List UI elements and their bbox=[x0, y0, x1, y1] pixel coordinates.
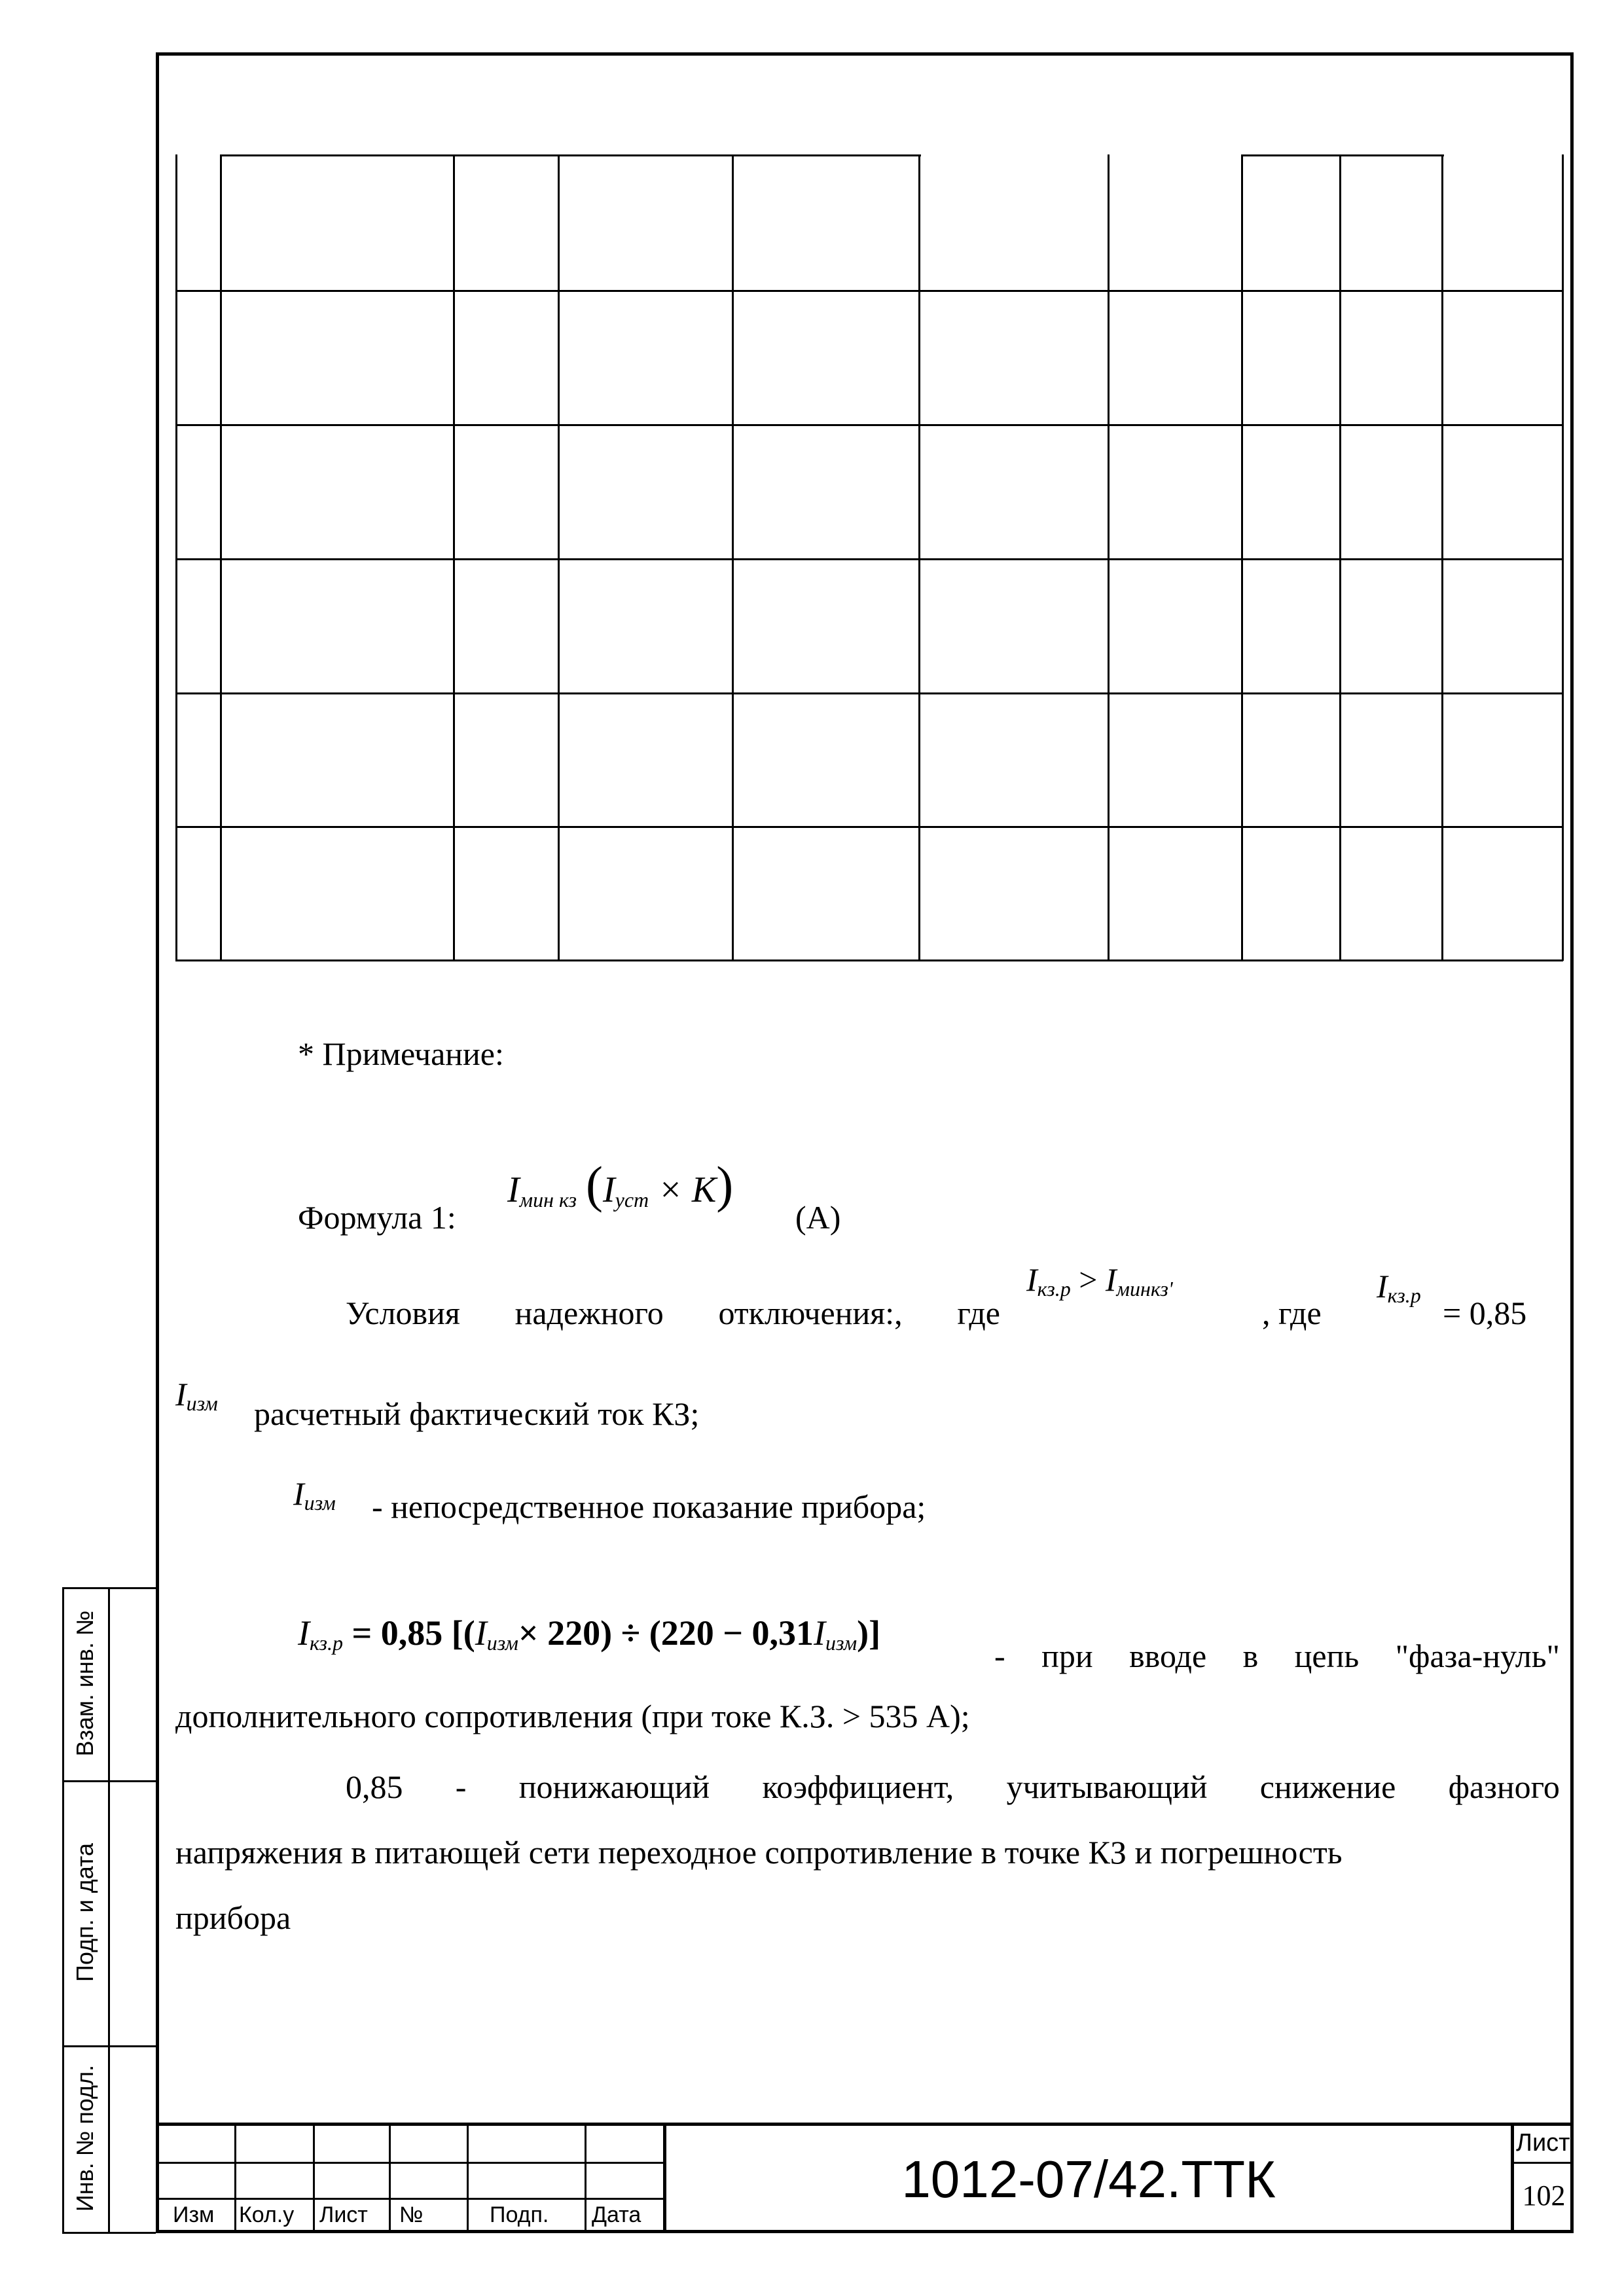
stamp-col-line bbox=[234, 2123, 236, 2232]
stamp-row-line bbox=[156, 2162, 663, 2164]
condition-iizm: $I_{изм}$ bbox=[175, 1376, 218, 1415]
side-label-vzam: Взам. инв. № bbox=[71, 1610, 98, 1757]
izm-definition: - непосредственное показание прибора; bbox=[372, 1488, 926, 1525]
table-col-line bbox=[220, 154, 222, 961]
table-top-line-left bbox=[220, 154, 921, 156]
side-label-inv: Инв. № подл. bbox=[71, 2064, 98, 2212]
page-frame bbox=[156, 52, 1574, 2233]
formula-2-line-2: дополнительного сопротивления (при токе К.З. > 535 А); bbox=[175, 1698, 970, 1734]
stamp-col-num: № bbox=[399, 2202, 424, 2227]
formula-1-unit: (А) bbox=[795, 1199, 841, 1236]
stamp-col-podp: Подп. bbox=[490, 2202, 549, 2227]
stamp-row-line bbox=[156, 2198, 663, 2200]
formula-2-tail: - при вводе в цепь "фаза-нуль" bbox=[994, 1638, 1560, 1674]
formula-1: $I_{мин кз}$ $(I_{уст} \times K)$ bbox=[507, 1156, 734, 1213]
side-label-podp: Подп. и дата bbox=[71, 1842, 98, 1982]
table-col-line bbox=[558, 154, 560, 961]
stamp-col-line bbox=[313, 2123, 315, 2232]
document-code: 1012-07/42.ТТК bbox=[901, 2150, 1276, 2208]
coef-line-1: 0,85 - понижающий коэффициент, учитывающий снижение фазного bbox=[346, 1768, 1560, 1805]
table-col-line bbox=[453, 154, 455, 961]
table-row-line bbox=[175, 826, 1563, 828]
formula-2: $I_{кз.р} = 0,85$ $[(I_{изм}\times 220) \div (220 - 0,31I_{изм})]$ bbox=[298, 1613, 881, 1655]
condition-coefficient: = 0,85 bbox=[1443, 1295, 1527, 1331]
condition-inequality: $I_{кз.р} > I_{минкз'}$ bbox=[1026, 1261, 1173, 1300]
table-col-line bbox=[732, 154, 734, 961]
coef-line-3: прибора bbox=[175, 1899, 291, 1936]
stamp-col-izm: Изм bbox=[173, 2202, 215, 2227]
table-col-line bbox=[1562, 154, 1564, 961]
stamp-col-line bbox=[389, 2123, 391, 2232]
side-strip-line bbox=[108, 1587, 110, 2234]
stamp-col-line bbox=[585, 2123, 586, 2232]
condition-line-2: расчетный фактический ток КЗ; bbox=[254, 1395, 700, 1432]
izm-symbol: $I_{изм}$ bbox=[293, 1475, 336, 1515]
coef-line-2: напряжения в питающей сети переходное сопротивление в точке КЗ и погрешность bbox=[175, 1834, 1343, 1871]
table-col-line bbox=[175, 154, 177, 961]
table-row-line bbox=[175, 692, 1563, 694]
table-row-line bbox=[175, 558, 1563, 560]
table-top-line-right bbox=[1242, 154, 1444, 156]
stamp-top-line bbox=[156, 2123, 1574, 2126]
formula-1-label: Формула 1: bbox=[298, 1199, 456, 1236]
sheet-label: Лист bbox=[1516, 2129, 1570, 2157]
stamp-col-date: Дата bbox=[592, 2202, 641, 2227]
table-row-line bbox=[175, 290, 1563, 292]
side-strip-line bbox=[62, 1587, 64, 2234]
table-bottom-line bbox=[175, 960, 1563, 961]
table-col-line bbox=[918, 154, 920, 961]
stamp-sheet-line bbox=[1511, 2162, 1574, 2164]
stamp-col-line bbox=[467, 2123, 469, 2232]
table-col-line bbox=[1241, 154, 1243, 961]
stamp-col-list: Лист bbox=[319, 2202, 368, 2227]
condition-where: , где bbox=[1262, 1295, 1322, 1331]
table-col-line bbox=[1339, 154, 1341, 961]
condition-text: Условия надежного отключения:, где bbox=[346, 1295, 1000, 1331]
table-col-line bbox=[1441, 154, 1443, 961]
table-row-line bbox=[175, 424, 1563, 426]
stamp-col-kol: Кол.у bbox=[239, 2202, 295, 2227]
note-heading: * Примечание: bbox=[298, 1035, 504, 1072]
condition-ikzp: $I_{кз.р}$ bbox=[1377, 1268, 1421, 1307]
table-col-line bbox=[1108, 154, 1110, 961]
sheet-number: 102 bbox=[1522, 2179, 1566, 2212]
